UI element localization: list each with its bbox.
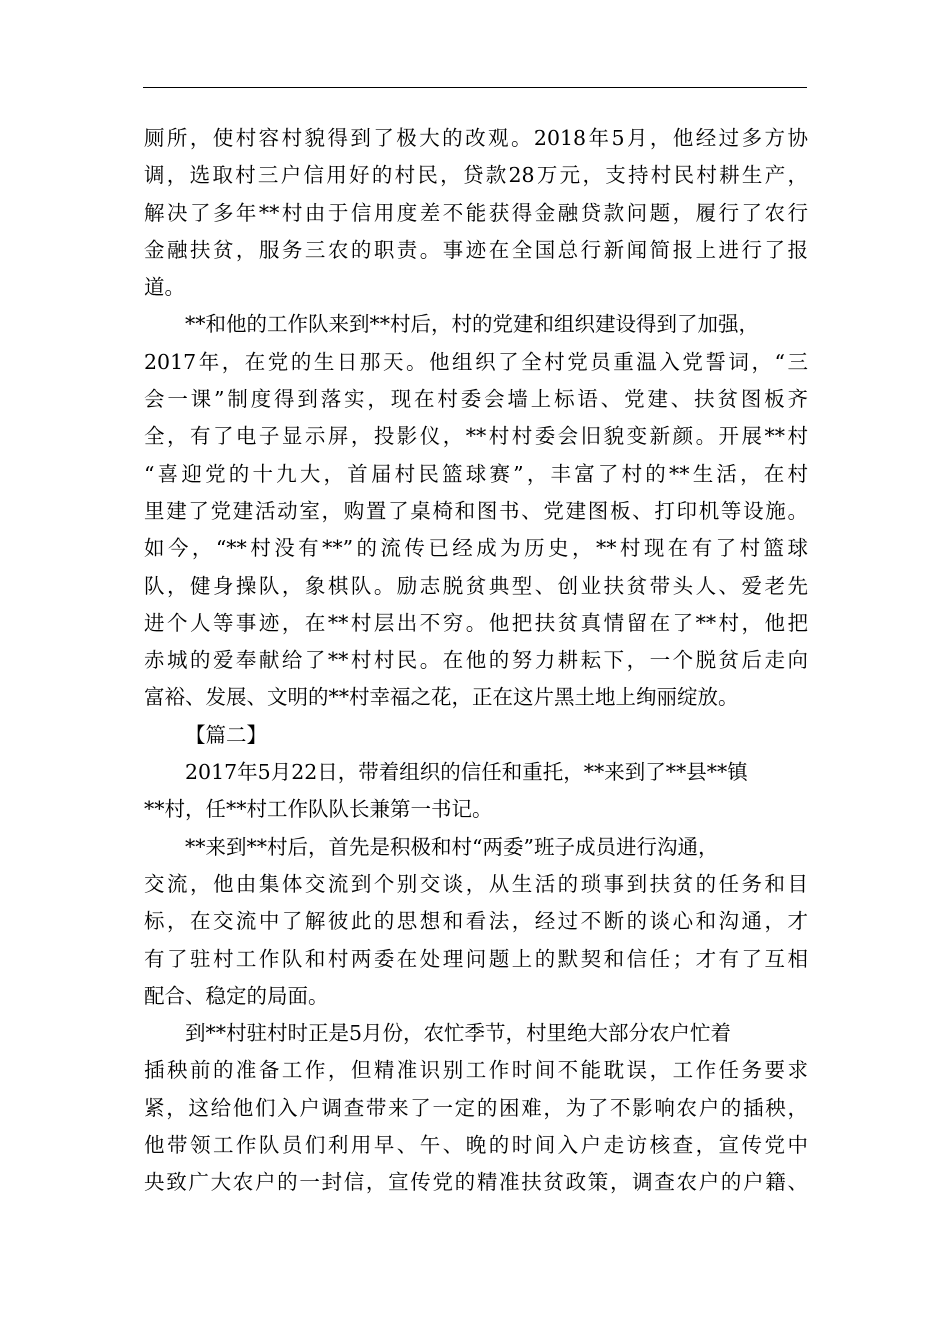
text-line: 金融扶贫，服务三农的职责。事迹在全国总行新闻简报上进行了报 (144, 237, 808, 262)
text-line: 如今，“**村没有**”的流传已经成为历史，**村现在有了村篮球 (144, 536, 808, 561)
text-line: 富裕、发展、文明的**村幸福之花，正在这片黑土地上绚丽绽放。 (144, 685, 739, 710)
text-line: 2017年，在党的生日那天。他组织了全村党员重温入党誓词，“三 (144, 349, 808, 374)
text-line: 队，健身操队，象棋队。励志脱贫典型、创业扶贫带头人、爱老先 (144, 573, 808, 598)
text-line: 他带领工作队员们利用早、午、晚的时间入户走访核查，宣传党中 (144, 1133, 808, 1158)
text-line: 央致广大农户的一封信，宣传党的精准扶贫政策，调查农户的户籍、 (144, 1170, 808, 1195)
text-line: 标，在交流中了解彼此的思想和看法，经过不断的谈心和沟通，才 (144, 909, 808, 934)
text-line: 厕所，使村容村貌得到了极大的改观。2018年5月，他经过多方协 (144, 126, 808, 150)
section-heading: 【篇二】 (185, 722, 267, 747)
text-line: 里建了党建活动室，购置了桌椅和图书、党建图板、打印机等设施。 (144, 498, 808, 523)
text-line: 交流，他由集体交流到个别交谈，从生活的琐事到扶贫的任务和目 (144, 871, 808, 896)
text-line: 赤城的爱奉献给了**村村民。在他的努力耕耘下，一个脱贫后走向 (144, 648, 808, 673)
text-line: 插秧前的准备工作，但精准识别工作时间不能耽误，工作任务要求 (144, 1058, 808, 1083)
text-line: 道。 (144, 275, 185, 300)
text-line: **来到**村后，首先是积极和村“两委”班子成员进行沟通， (185, 834, 719, 859)
text-line: “喜迎党的十九大，首届村民篮球赛”，丰富了村的**生活，在村 (144, 461, 808, 486)
document-body (144, 120, 808, 1202)
text-line: 解决了多年**村由于信用度差不能获得金融贷款问题，履行了农行 (144, 200, 808, 225)
text-line: 配合、稳定的局面。 (144, 983, 329, 1008)
text-line: 2017年5月22日，带着组织的信任和重托，**来到了**县**镇 (185, 760, 748, 785)
text-line: 调，选取村三户信用好的村民，贷款28万元，支持村民村耕生产， (144, 163, 808, 188)
header-rule (143, 87, 807, 88)
text-line: 会一课”制度得到落实，现在村委会墙上标语、党建、扶贫图板齐 (144, 387, 808, 412)
text-line: 有了驻村工作队和村两委在处理问题上的默契和信任；才有了互相 (144, 946, 808, 971)
text-line: 紧，这给他们入户调查带来了一定的困难，为了不影响农户的插秧， (144, 1095, 808, 1120)
text-line: 全，有了电子显示屏，投影仪，**村村委会旧貌变新颜。开展**村 (144, 424, 808, 449)
text-line: 进个人等事迹，在**村层出不穷。他把扶贫真情留在了**村，他把 (144, 610, 808, 635)
text-line: **和他的工作队来到**村后，村的党建和组织建设得到了加强， (185, 312, 759, 337)
text-line: **村，任**村工作队队长兼第一书记。 (144, 797, 493, 822)
text-line: 到**村驻村时正是5月份，农忙季节，村里绝大部分农户忙着 (185, 1021, 732, 1046)
